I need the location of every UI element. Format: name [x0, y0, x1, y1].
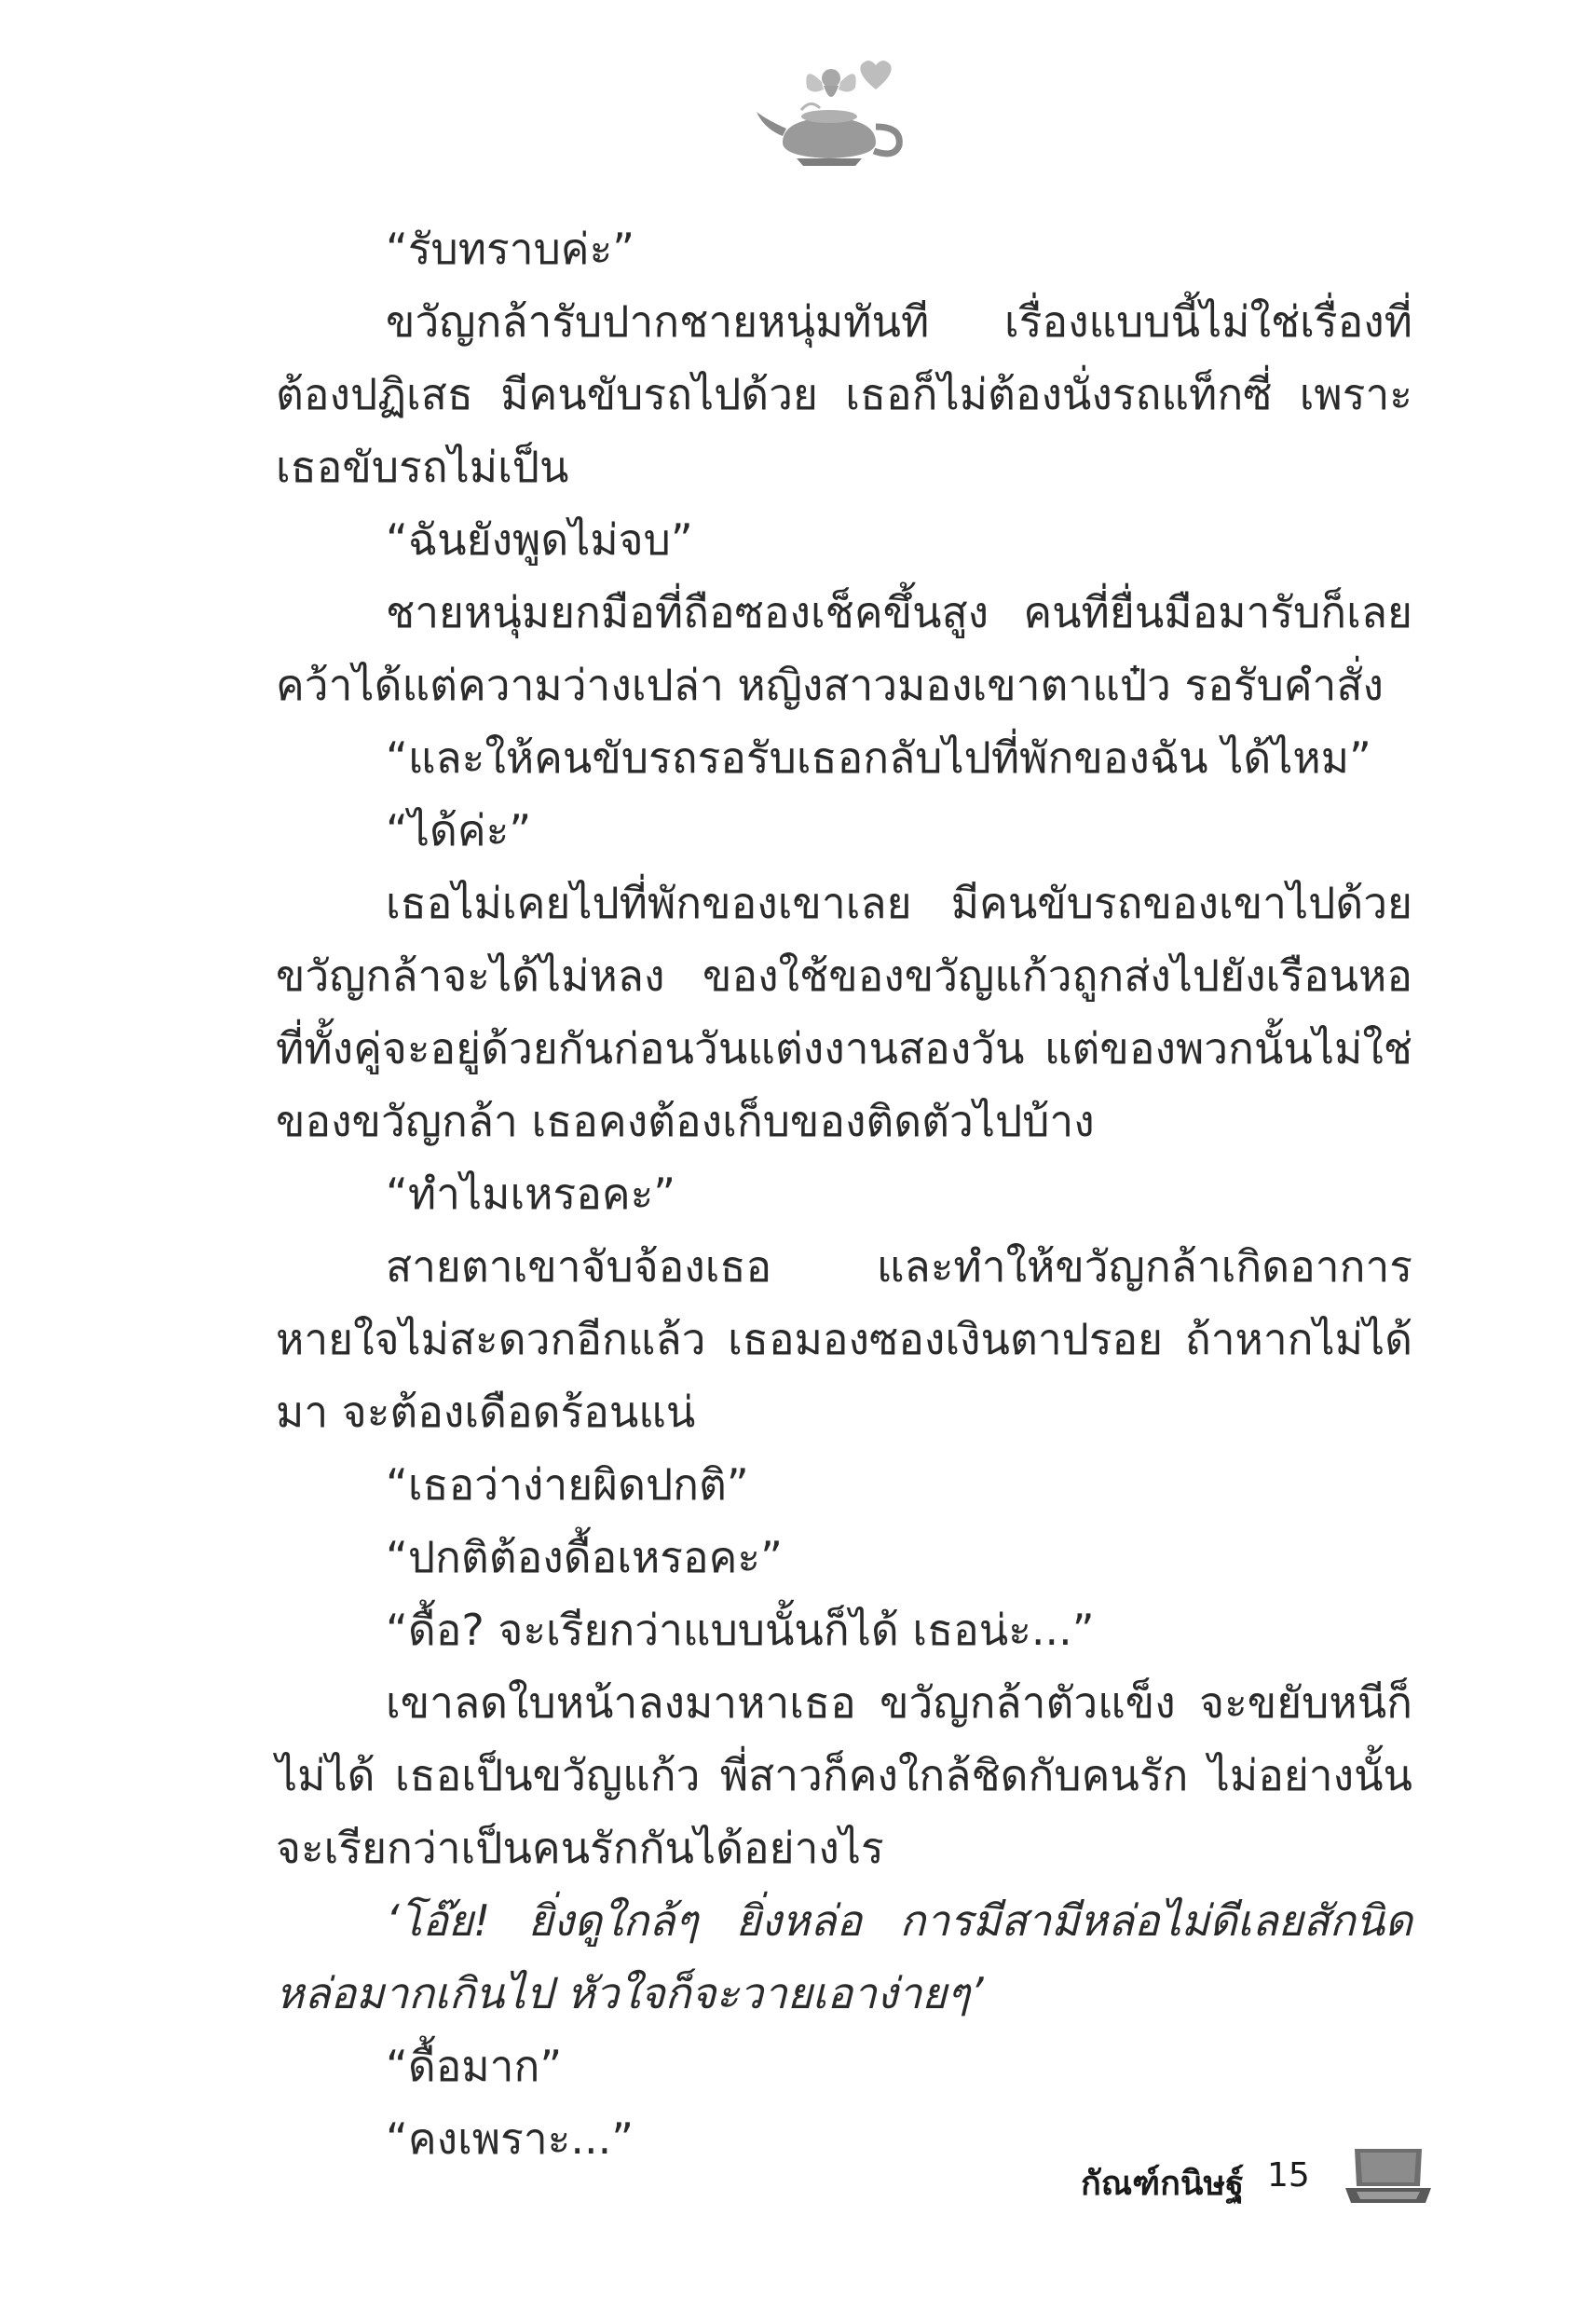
page-footer	[1081, 2143, 1453, 2218]
paragraph: “คงเพราะ...”	[386, 2113, 634, 2164]
laptop-icon	[1342, 2143, 1435, 2208]
paragraph: ชายหนุ่มยกมือที่ถือซองเช็คขึ้นสูง คนที่ยื่นมือมารับก็เลยคว้าได้แต่ความว่างเปล่า หญิงสาวมองเขาตาแป๋ว รอรับคำสั่ง	[276, 587, 1412, 710]
page-number: 15	[1267, 2156, 1310, 2195]
paragraph: เธอไม่เคยไปที่พักของเขาเลย มีคนขับรถของเขาไปด้วย ขวัญกล้าจะได้ไม่หลง ของใช้ของขวัญแก้วถูกส่งไปยังเรือนหอที่ทั้งคู่จะอยู่ด้วยกันก่อนวันแต่งงานสองวัน แต่ของพวกนั้นไม่ใช่ของขวัญกล้า เธอคงต้องเก็บของติดตัวไปบ้าง	[276, 878, 1412, 1146]
paragraph: “และให้คนขับรถรอรับเธอกลับไปที่พักของฉัน ได้ไหม”	[386, 732, 1371, 783]
paragraph: ขวัญกล้ารับปากชายหนุ่มทันที เรื่องแบบนี้ไม่ใช่เรื่องที่ต้องปฏิเสธ มีคนขับรถไปด้วย เธอก็ไม่ต้องนั่งรถแท็กซี่ เพราะเธอขับรถไม่เป็น	[276, 296, 1412, 492]
paragraph: เขาลดใบหน้าลงมาหาเธอ ขวัญกล้าตัวแข็ง จะขยับหนีก็ไม่ได้ เธอเป็นขวัญแก้ว พี่สาวก็คงใกล้ชิดกับคนรัก ไม่อย่างนั้นจะเรียกว่าเป็นคนรักกันได้อย่างไร	[276, 1677, 1412, 1873]
paragraph-inner-thought: ‘โอ๊ย! ยิ่งดูใกล้ๆ ยิ่งหล่อ การมีสามีหล่อไม่ดีเลยสักนิด หล่อมากเกินไป หัวใจก็จะวายเอาง่ายๆ’	[276, 1895, 1412, 2018]
author-name: กัณฑ์กนิษฐ์	[1081, 2165, 1245, 2203]
paragraph: “ดื้อ? จะเรียกว่าแบบนั้นก็ได้ เธอน่ะ...”	[386, 1605, 1095, 1655]
paragraph: “รับทราบค่ะ”	[386, 224, 635, 274]
paragraph: “ดื้อมาก”	[386, 2041, 563, 2091]
paragraph: “เธอว่าง่ายผิดปกติ”	[386, 1459, 749, 1510]
paragraph: “ทำไมเหรอคะ”	[386, 1169, 676, 1219]
paragraph: สายตาเขาจับจ้องเธอ และทำให้ขวัญกล้าเกิดอาการหายใจไม่สะดวกอีกแล้ว เธอมองซองเงินตาปรอย ถ้าหากไม่ได้มา จะต้องเดือดร้อนแน่	[276, 1241, 1412, 1437]
paragraph: “ฉันยังพูดไม่จบ”	[386, 514, 693, 565]
paragraph: “ปกติต้องดื้อเหรอคะ”	[386, 1532, 783, 1582]
paragraph: “ได้ค่ะ”	[386, 805, 532, 855]
body-text	[276, 212, 1412, 2175]
teapot-cupid-ornament-icon	[745, 54, 913, 175]
